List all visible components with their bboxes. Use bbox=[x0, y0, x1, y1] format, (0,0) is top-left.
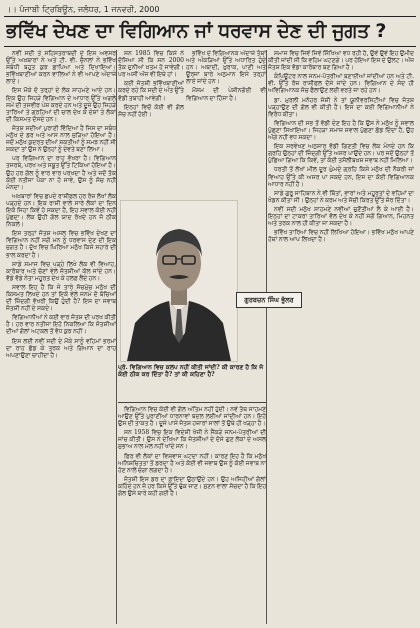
paragraph: ਧਰਤੀ ਤੋਂ ਲੱਖਾਂ ਮੀਲ ਦੂਰ ਘੁੰਮਦੇ ਗ੍ਰਹਿ ਕਿਸੇ ਮਨੁੱਖ ਦੀ ਨੌਕਰੀ ਜਾਂ ਵਿਆਹ ਉੱਤੇ ਕੀ ਅਸਰ ਪਾ ਸਕਦੇ ਹਨ, ਇਸ ਦਾ ਕੋਈ ਵਿਗਿਆਨਕ ਆਧਾਰ ਨਹੀਂ ਹੈ। bbox=[268, 166, 414, 188]
paragraph: ਸਨ 1958 ਵਿਚ ਇਕ ਵਿਦੇਸ਼ੀ ਖੋਜੀ ਨੇ ਸੈਂਕੜੇ ਜਨਮ-ਪੱਤਰੀਆਂ ਦੀ ਜਾਂਚ ਕੀਤੀ। ਉਸ ਨੇ ਦੇਖਿਆ ਕਿ ਜੋਤਸ਼ੀਆਂ ਦੇ ਦੱਸੇ ਗੁਣ ਲੋਕਾਂ ਦੇ ਅਸਲ ਸੁਭਾਅ ਨਾਲ ਮੇਲ ਨਹੀਂ ਖਾਂਦੇ ਸਨ। bbox=[118, 429, 266, 451]
paragraph: ਇਸ ਮੌਕੇ ਦੋ ਤਰ੍ਹਾਂ ਦੇ ਲੋਕ ਸਾਹਮਣੇ ਆਏ ਹਨ। ਇਕ ਉਹ ਜਿਹੜੇ ਵਿਗਿਆਨ ਦੇ ਆਧਾਰ ਉੱਤੇ ਅਗਲੇ ਸਮੇਂ ਦੀ ਤਸਵੀਰ ਪੇਸ਼ ਕਰਦੇ ਹਨ ਅਤੇ ਦੂਜੇ ਉਹ ਜਿਹੜੇ ਤਾਰਿਆਂ ਤੇ ਗ੍ਰਹਿਆਂ ਦੀ ਚਾਲ ਦੇਖ ਕੇ ਦੇਸ਼ਾਂ ਤੇ ਲੋਕਾਂ ਦੀ ਕਿਸਮਤ ਦੱਸਦੇ ਹਨ। bbox=[6, 87, 116, 123]
paragraph: ਵਿਗਿਆਨੀਆਂ ਨੇ ਕਈ ਵਾਰ ਜੋਤਸ਼ ਦੀ ਪਰਖ ਕੀਤੀ ਹੈ। ਹਰ ਵਾਰ ਨਤੀਜਾ ਇਹੋ ਨਿਕਲਿਆ ਕਿ ਜੋਤਸ਼ੀਆਂ ਦੀਆਂ ਗੱਲਾਂ ਅਟਕਲ ਤੋਂ ਵੱਧ ਕੁਝ ਨਹੀਂ। bbox=[6, 314, 116, 336]
paragraph: ਵਿਗਿਆਨ ਵਿਚ ਕੋਈ ਵੀ ਗੱਲ ਅੰਤਿਮ ਨਹੀਂ ਹੁੰਦੀ। ਨਵੇਂ ਤੱਥ ਸਾਹਮਣੇ ਆਉਣ ਉੱਤੇ ਪੁਰਾਣੀਆਂ ਧਾਰਨਾਵਾਂ ਬਦਲ ਲਈਆਂ ਜਾਂਦੀਆਂ ਹਨ। ਇਹੋ ਉਸ ਦੀ ਤਾਕਤ ਹੈ। ਦੂਜੇ ਪਾਸੇ ਜੋਤਸ਼ ਹਜ਼ਾਰਾਂ ਸਾਲਾਂ ਤੋਂ ਉਥੇ ਹੀ ਖੜ੍ਹਾ ਹੈ। bbox=[118, 406, 266, 428]
paragraph: ਸਾਡੇ ਗੁਰੂ ਸਾਹਿਬਾਨ ਨੇ ਵੀ ਥਿੱਤਾਂ, ਵਾਰਾਂ ਅਤੇ ਮਹੂਰਤਾਂ ਦੇ ਵਹਿਮਾਂ ਦਾ ਖੰਡਨ ਕੀਤਾ ਸੀ। ਉਨ੍ਹਾਂ ਨੇ ਕਰਮ ਅਤੇ ਸੱਚੀ ਕਿਰਤ ਉੱਤੇ ਜ਼ੋਰ ਦਿੱਤਾ। bbox=[268, 189, 414, 204]
paragraph: ਇਕ ਸਰਵੇਖਣ ਅਨੁਸਾਰ ਵੱਡੀ ਗਿਣਤੀ ਵਿਚ ਲੋਕ ਮੰਨਦੇ ਹਨ ਕਿ ਗ੍ਰਹਿ ਉਨ੍ਹਾਂ ਦੀ ਜ਼ਿੰਦਗੀ ਉੱਤੇ ਅਸਰ ਪਾਉਂਦੇ ਹਨ। ਪਰ ਜਦੋਂ ਉਨ੍ਹਾਂ ਤੋਂ ਪੁੱਛਿਆ ਗਿਆ ਕਿ ਕਿਵੇਂ, ਤਾਂ ਕੋਈ ਤਸੱਲੀਬਖ਼ਸ਼ ਜਵਾਬ ਨਹੀਂ ਮਿਲਿਆ। bbox=[268, 143, 414, 165]
author-byline: ਗੁਰਬਚਨ ਸਿੰਘ ਭੁੱਲਰ bbox=[236, 292, 302, 308]
paragraph: ਨਵੀਂ ਸਦੀ ਮਨੁੱਖ ਸਾਹਮਣੇ ਨਵੀਆਂ ਚੁਣੌਤੀਆਂ ਲੈ ਕੇ ਆਈ ਹੈ। ਇਨ੍ਹਾਂ ਦਾ ਟਾਕਰਾ ਤਾਰਿਆਂ ਵੱਲ ਦੇਖ ਕੇ ਨਹੀਂ ਸਗੋਂ ਗਿਆਨ, ਮਿਹਨਤ ਅਤੇ ਤਰਕ ਨਾਲ ਹੀ ਕੀਤਾ ਜਾ ਸਕਦਾ ਹੈ। bbox=[268, 205, 414, 228]
article-column-4 bbox=[268, 50, 414, 624]
paragraph: ਸਮਾਜ ਵਿਚ ਜਿਵੇਂ ਜਿਵੇਂ ਸਿੱਖਿਆ ਵਧ ਰਹੀ ਹੈ, ਉਵੇਂ ਉਵੇਂ ਇਹ ਉਮੀਦ ਕੀਤੀ ਜਾਂਦੀ ਸੀ ਕਿ ਵਹਿਮ ਘਟਣਗੇ। ਪਰ ਹੋਇਆ ਇਸ ਦੇ ਉਲਟ। ਅੱਜ ਜੋਤਸ਼ ਇਕ ਵੱਡਾ ਕਾਰੋਬਾਰ ਬਣ ਗਿਆ ਹੈ। bbox=[268, 50, 414, 72]
paragraph: ਸਵਾਲ ਇਹ ਹੈ ਕਿ ਜੇ ਤਾਰੇ ਸੱਚਮੁੱਚ ਮਨੁੱਖ ਦੀ ਕਿਸਮਤ ਲਿਖਦੇ ਹਨ ਤਾਂ ਇਕੋ ਵੇਲੇ ਜਨਮੇ ਦੋ ਬੱਚਿਆਂ ਦੀ ਜ਼ਿੰਦਗੀ ਵੱਖਰੀ ਕਿਉਂ ਹੁੰਦੀ ਹੈ? ਇਸ ਦਾ ਜਵਾਬ ਜੋਤਸ਼ੀ ਨਹੀਂ ਦੇ ਸਕਦੇ। bbox=[6, 283, 116, 313]
article-column-1 bbox=[6, 50, 116, 624]
portrait-image bbox=[121, 201, 237, 361]
paragraph: ਭਵਿੱਖ ਤਾਰਿਆਂ ਵਿਚ ਨਹੀਂ ਲਿਖਿਆ ਹੋਇਆ। ਭਵਿੱਖ ਮਨੁੱਖ ਆਪਣੇ ਹੱਥਾਂ ਨਾਲ ਆਪ ਲਿਖਦਾ ਹੈ। bbox=[268, 229, 414, 244]
paragraph: ਕੰਪਿਊਟਰ ਨਾਲ ਜਨਮ-ਪੱਤਰੀਆਂ ਬਣਾਈਆਂ ਜਾਂਦੀਆਂ ਹਨ ਅਤੇ ਟੀ. ਵੀ. ਉੱਤੇ ਰੋਜ਼ ਰਾਸ਼ੀਫਲ ਦੱਸੇ ਜਾਂਦੇ ਹਨ। ਵਿਗਿਆਨ ਦੇ ਸੰਦ ਹੀ ਅਵਿਗਿਆਨਕ ਸੋਚ ਫੈਲਾਉਣ ਲਈ ਵਰਤੇ ਜਾ ਰਹੇ ਹਨ। bbox=[268, 73, 414, 95]
column-divider bbox=[266, 50, 267, 624]
author-photo bbox=[120, 200, 238, 362]
paragraph: ਪਰ ਵਿਗਿਆਨ ਦਾ ਰਾਹ ਵੱਖਰਾ ਹੈ। ਵਿਗਿਆਨ ਤਜਰਬੇ, ਪਰਖ ਅਤੇ ਸਬੂਤ ਉੱਤੇ ਟਿਕਿਆ ਹੋਇਆ ਹੈ। ਉਹ ਹਰ ਗੱਲ ਨੂੰ ਵਾਰ ਵਾਰ ਪਰਖਦਾ ਹੈ ਅਤੇ ਜਦੋਂ ਤੱਕ ਕੋਈ ਨਤੀਜਾ ਪੱਕਾ ਨਾ ਹੋ ਜਾਵੇ, ਉਸ ਨੂੰ ਸੱਚ ਨਹੀਂ ਮੰਨਦਾ। bbox=[6, 155, 116, 191]
paragraph: ਫਿਰ ਵੀ ਲੋਕਾਂ ਦਾ ਵਿਸ਼ਵਾਸ ਘਟਦਾ ਨਹੀਂ। ਕਾਰਣ ਇਹ ਹੈ ਕਿ ਮਨੁੱਖ ਅਨਿਸ਼ਚਿਤਤਾ ਤੋਂ ਡਰਦਾ ਹੈ ਅਤੇ ਕੋਈ ਵੀ ਜਵਾਬ ਉਸ ਨੂੰ ਕੋਈ ਜਵਾਬ ਨਾ ਹੋਣ ਨਾਲੋਂ ਚੰਗਾ ਲਗਦਾ ਹੈ। bbox=[118, 452, 266, 474]
paragraph: ਮੌਸਮ ਦੀ ਪੇਸ਼ੀਨਗੋਈ ਵੀ ਵਿਗਿਆਨ ਦਾ ਹਿੱਸਾ ਹੈ। bbox=[186, 87, 266, 102]
paragraph: ਇਨ੍ਹਾਂ ਵਿਚੋਂ ਕੋਈ ਵੀ ਗੱਲ ਸੱਚ ਨਹੀਂ ਹੋਈ। bbox=[118, 103, 184, 118]
article-column-2-top bbox=[118, 50, 184, 198]
headline: ਭਵਿੱਖ ਦੇਖਣ ਦਾ ਵਿਗਿਆਨ ਜਾਂ ਧਰਵਾਸ ਦੇਣ ਦੀ ਜੁਗਤ ? bbox=[6, 20, 387, 42]
paragraph: ਵਿਗਿਆਨ ਦੀ ਸਭ ਤੋਂ ਵੱਡੀ ਦੇਣ ਇਹ ਹੈ ਕਿ ਉਸ ਨੇ ਮਨੁੱਖ ਨੂੰ ਸਵਾਲ ਪੁੱਛਣਾ ਸਿਖਾਇਆ। ਜਿਹੜਾ ਸਮਾਜ ਸਵਾਲ ਪੁੱਛਣਾ ਛੱਡ ਦਿੰਦਾ ਹੈ, ਉਹ ਅੱਗੇ ਨਹੀਂ ਵਧ ਸਕਦਾ। bbox=[268, 119, 414, 142]
headline-rule bbox=[4, 46, 416, 47]
paragraph: ਨਵੀਂ ਸਦੀ ਤੇ ਸਹਿਸਤਰਾਬਦੀ ਦੇ ਇਸ ਅਵਸਰ ਉੱਤੇ ਅਖ਼ਬਾਰਾਂ ਨੇ ਅਤੇ ਟੀ. ਵੀ. ਚੈਨਲਾਂ ਨੇ ਭਵਿੱਖ ਸਬੰਧੀ ਬਹੁਤ ਕੁਝ ਛਾਪਿਆ ਅਤੇ ਦਿਖਾਇਆ। ਭਵਿੱਖਬਾਣੀਆਂ ਕਰਨ ਵਾਲਿਆਂ ਨੇ ਵੀ ਆਪਣੇ ਅੰਦਾਜ਼ੇ ਲਾਏ। bbox=[6, 50, 116, 86]
paragraph: ਡਾ. ਮੁਰਲੀ ਮਨੋਹਰ ਜੋਸ਼ੀ ਨੇ ਤਾਂ ਯੂਨੀਵਰਸਿਟੀਆਂ ਵਿਚ ਜੋਤਸ਼ ਪੜ੍ਹਾਉਣ ਦੀ ਗੱਲ ਵੀ ਕੀਤੀ ਹੈ। ਇਸ ਦਾ ਕਈ ਵਿਗਿਆਨੀਆਂ ਨੇ ਵਿਰੋਧ ਕੀਤਾ। bbox=[268, 96, 414, 118]
column-divider bbox=[116, 50, 117, 624]
paragraph: ਕਈ ਜੋਤਸ਼ੀ ਭਵਿੱਖਬਾਣੀਆਂ ਕਰਦੇ ਰਹੇ ਕਿ ਸਦੀ ਦੇ ਅੰਤ ਉੱਤੇ ਵੱਡੀ ਤਬਾਹੀ ਆਵੇਗੀ। bbox=[118, 80, 184, 102]
paragraph: ਸਨ 1985 ਵਿਚ ਕਿਸੇ ਨੇ ਦੱਸਿਆ ਸੀ ਕਿ ਸਨ 2000 ਤੱਕ ਦੁਨੀਆਂ ਖ਼ਤਮ ਹੋ ਜਾਵੇਗੀ। ਪਰ ਅਸੀਂ ਅੱਜ ਵੀ ਇਥੇ ਹਾਂ। bbox=[118, 50, 184, 79]
paragraph: ਜੋਤਸ਼ੀ ਇਸ ਡਰ ਦਾ ਫ਼ਾਇਦਾ ਉਠਾਉਂਦੇ ਹਨ। ਉਹ ਅਜਿਹੀਆਂ ਗੱਲਾਂ ਕਹਿੰਦੇ ਹਨ ਜੋ ਹਰ ਕਿਸੇ ਉੱਤੇ ਢੁੱਕ ਜਾਣ। ਸੁਣਨ ਵਾਲਾ ਸੋਚਦਾ ਹੈ ਕਿ ਇਹ ਗੱਲ ਉਸੇ ਬਾਰੇ ਕਹੀ ਗਈ ਹੈ। bbox=[118, 475, 266, 498]
masthead: ।। ਪੰਜਾਬੀ ਟ੍ਰਿਬਿਊਨ, ਜਲੰਧਰ, 1 ਜਨਵਰੀ, 2000 bbox=[6, 5, 160, 14]
paragraph: ਜੋਤਸ਼ ਸਦੀਆਂ ਪੁਰਾਣੀ ਵਿੱਦਿਆ ਹੈ ਜਿਸ ਦਾ ਸਬੰਧ ਮਨੁੱਖ ਦੇ ਡਰ ਅਤੇ ਆਸ ਨਾਲ ਜੁੜਿਆ ਹੋਇਆ ਹੈ। ਜਦੋਂ ਮਨੁੱਖ ਕੁਦਰਤ ਦੀਆਂ ਸ਼ਕਤੀਆਂ ਨੂੰ ਸਮਝ ਨਹੀਂ ਸੀ ਸਕਦਾ ਤਾਂ ਉਸ ਨੇ ਉਨ੍ਹਾਂ ਨੂੰ ਦੇਵਤੇ ਬਣਾ ਲਿਆ। bbox=[6, 124, 116, 154]
article-column-3-top bbox=[186, 50, 266, 198]
paragraph: ਭਵਿੱਖ ਦੇ ਵਿਗਿਆਨਕ ਅੰਦਾਜ਼ੇ ਤੱਥਾਂ ਅਤੇ ਅੰਕੜਿਆਂ ਉੱਤੇ ਅਧਾਰਿਤ ਹੁੰਦੇ ਹਨ। ਅਬਾਦੀ, ਖ਼ੁਰਾਕ, ਪਾਣੀ ਅਤੇ ਊਰਜਾ ਬਾਰੇ ਅਨੁਮਾਨ ਇਸੇ ਤਰ੍ਹਾਂ ਲਾਏ ਜਾਂਦੇ ਹਨ। bbox=[186, 50, 266, 86]
paragraph: ਇਸ ਤਰ੍ਹਾਂ ਜੋਤਸ਼ ਅਸਲ ਵਿਚ ਭਵਿੱਖ ਦੇਖਣ ਦਾ ਵਿਗਿਆਨ ਨਹੀਂ ਸਗੋਂ ਮਨ ਨੂੰ ਧਰਵਾਸ ਦੇਣ ਦੀ ਇਕ ਜੁਗਤ ਹੈ। ਦੁੱਖ ਵਿਚ ਘਿਰਿਆ ਮਨੁੱਖ ਕਿਸੇ ਸਹਾਰੇ ਦੀ ਭਾਲ ਕਰਦਾ ਹੈ। bbox=[6, 230, 116, 259]
article-column-2-bottom bbox=[118, 406, 266, 624]
paragraph: ਅਖ਼ਬਾਰਾਂ ਵਿਚ ਛਪਦੇ ਰਾਸ਼ੀਫਲ ਹਰ ਰੋਜ਼ ਲੱਖਾਂ ਲੋਕ ਪੜ੍ਹਦੇ ਹਨ। ਇਕ ਰਾਸ਼ੀ ਵਾਲੇ ਸਾਰੇ ਲੋਕਾਂ ਦਾ ਦਿਨ ਇਕੋ ਜਿਹਾ ਕਿਵੇਂ ਹੋ ਸਕਦਾ ਹੈ, ਇਹ ਸਵਾਲ ਕੋਈ ਨਹੀਂ ਪੁੱਛਦਾ। ਲੋਕ ਉਹੀ ਗੱਲ ਯਾਦ ਰੱਖਦੇ ਹਨ ਜੋ ਠੀਕ ਨਿਕਲੇ। bbox=[6, 192, 116, 229]
paragraph: ਇਸ ਲਈ ਨਵੀਂ ਸਦੀ ਦੇ ਮੌਕੇ ਸਾਨੂੰ ਵਹਿਮਾਂ ਭਰਮਾਂ ਦਾ ਰਾਹ ਛੱਡ ਕੇ ਤਰਕ ਅਤੇ ਗਿਆਨ ਦਾ ਰਾਹ ਅਪਣਾਉਣਾ ਚਾਹੀਦਾ ਹੈ। bbox=[6, 337, 116, 359]
photo-caption: ਪ੍ਰੋ. ਵਿਗਿਆਨ ਵਿਚ ਕਲਪ ਨਹੀਂ ਕੀਤੀ ਜਾਂਦੀ? ਕੀ ਕਾਰਣ ਹੈ ਕਿ ਜੋ ਕੋਈ ਠੀਕ ਕਰ ਦਿੱਤਾ ਹੈ? ਤਾਂ ਕੀ ਕਹਿਣਾ ਹੈ? bbox=[118, 364, 266, 403]
paragraph: ਸਾਡੇ ਸਮਾਜ ਵਿਚ ਪੜ੍ਹੇ ਲਿਖੇ ਲੋਕ ਵੀ ਵਿਆਹ, ਕਾਰੋਬਾਰ ਅਤੇ ਚੋਣਾਂ ਵੇਲੇ ਜੋਤਸ਼ੀਆਂ ਕੋਲ ਜਾਂਦੇ ਹਨ। ਵੱਡੇ ਵੱਡੇ ਨੇਤਾ ਮਹੂਰਤ ਦੇਖ ਕੇ ਹਲਫ਼ ਲੈਂਦੇ ਹਨ। bbox=[6, 260, 116, 282]
